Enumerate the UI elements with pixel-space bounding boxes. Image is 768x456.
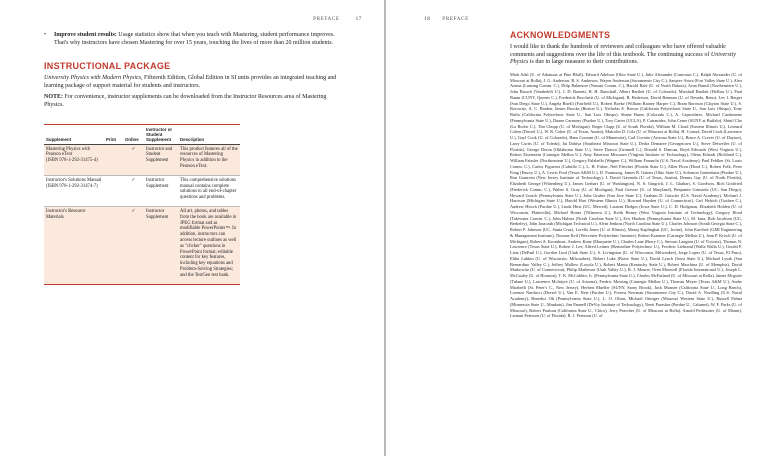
- lead-text-end: is due in large measure to their contributions.: [528, 59, 639, 66]
- left-page-content: [44, 32, 344, 285]
- supplement-cell: [44, 175, 104, 206]
- supplement-type: Instructor Supplement: [144, 206, 178, 284]
- supplement-description: This product features all of the resources of Mastering Physics in addition to the Pearson eText.: [178, 144, 240, 175]
- right-page-content: [510, 30, 742, 323]
- table-header-row: [44, 124, 240, 144]
- online-check-icon: ✓: [123, 144, 144, 175]
- col-header-print: Print: [106, 136, 117, 142]
- print-cell: [104, 175, 123, 206]
- note-label: NOTE:: [44, 94, 64, 101]
- bullet-text: Usage statistics show that when you teach with Mastering, student performance improves. That's why instructors have chosen Mastering for over 15 years, touching the lives of more than 20 million students.: [54, 32, 335, 46]
- bullet-heading: Improve student results:: [54, 32, 117, 38]
- bullet-item: [44, 32, 344, 47]
- section-heading: INSTRUCTIONAL PACKAGE: [44, 61, 171, 72]
- book-title: University Physics with Modern Physics: [44, 75, 141, 82]
- col-header-description: Description: [180, 136, 205, 142]
- supplement-description: This comprehensive solutions manual contains complete solutions to all end-of-chapter questions and problems.: [180, 177, 237, 201]
- online-check-icon: ✓: [123, 206, 144, 284]
- bullet-icon: •: [44, 32, 47, 38]
- supplements-table: [44, 124, 240, 285]
- supplement-description: All art, photos, and tables from the book are available in JPEG format and as modifiable PowerPoints™. In addition, instructors can access lecture outlines as well as "clicker" questions in PowerPoint format; editable content for key features, including key equations and Problem-Solving Strategies; and the TestGen test bank.: [178, 206, 240, 284]
- running-head-left: [313, 16, 362, 22]
- supplement-cell: [44, 144, 104, 175]
- bullet-text-wrap: [54, 32, 344, 47]
- supplement-name: Instructor's Resource Materials: [46, 208, 86, 220]
- col-header-instructor-or-student: Instructor or Student Supplement: [146, 126, 173, 142]
- print-cell: [104, 206, 123, 284]
- supplement-name: Mastering Physics with Pearson eText: [46, 146, 91, 158]
- running-head-right: [424, 16, 469, 22]
- online-check-icon: ✓: [131, 177, 136, 183]
- table-row: [44, 206, 240, 284]
- supplement-isbn: (ISBN 978-1-292-31474-7): [46, 183, 98, 189]
- running-head-label: PREFACE: [313, 16, 340, 22]
- running-head-label: PREFACE: [442, 16, 469, 22]
- page-number: 17: [355, 16, 362, 22]
- col-header-supplement: Supplement: [46, 136, 72, 142]
- lead-book-title: University Physics: [510, 51, 736, 66]
- supplement-name: Instructor's Solutions Manual: [46, 177, 102, 183]
- acknowledgments-lead: [510, 44, 742, 67]
- note-paragraph: [44, 94, 344, 109]
- table-row: [44, 175, 240, 206]
- acknowledgments-list: Miah Adel (U. of Arkansas at Pine Bluff), Edward Adelson (Ohio State U.), Julie Alexander (Camosun C.), Ralph Alexander (U. of Missouri at Rolla), J. G. Anderson, R. S. Anderson, Wayne Anderson (Sacramento City C.), Sanjeev Arora (Fort Valley State U.), Alex Azima (Lansing Comm. C.), Dilip Balamore (Nassau Comm. C.), Harold Bale (U. of North Dakota), Arun Bansil (Northeastern U.), John Barach (Vanderbilt U.), J. D. Barnett, H. H. Barschall, Albert Bartlett (U. of Colorado), Marshall Bartlett (Hollins U.), Paul Baum (CUNY, Queens C.), Frederick Becchetti (U. of Michigan), B. Bederson, David Bennum (U. of Nevada, Reno), Lev I. Berger (San Diego State U.), Angela Biselli (Fairfield U.), Robert Boeke (William Rainey Harper C.), Bram Boroson (Clayton State U.), S. Borowitz, A. C. Braden, James Brooks (Boston U.), Nicholas E. Brown (California Polytechnic State U., San Luis Obispo), Tony Buffa (California Polytechnic State U., San Luis Obispo), Shane Burns (Colorado C.), A. Capecelatro, Michael Cardamone (Pennsylvania State U.), Duane Carmony (Purdue U.), Troy Carter (UCLA), P. Catranides, John Cerne (SUNY at Buffalo), Shinil Cho (La Roche C.), Tim Chupp (U. of Michigan), Roger Clapp (U. of South Florida), William M. Cloud (Eastern Illinois U.), Leonard Cohen (Drexel U.), W. R. Coker (U. of Texas, Austin), Malcolm D. Cole (U. of Missouri at Rolla), H. Conrad, David Cook (Lawrence U.), Gayl Cook (U. of Colorado), Hans Courant (U. of Minnesota), Carl Covatto (Arizona State U.), Bruce A. Craver (U. of Dayton), Larry Curtis (U. of Toledo), Jai Dahiya (Southeast Missouri State U.), Dedra Demaree (Georgetown U.), Steve Detweiler (U. of Florida), George Dixon (Oklahoma State U.), Steve Drasco (Grinnell C.), Donald S. Duncan, Boyd Edwards (West Virginia U.), Robert Eisenstein (Carnegie Mellon U.), Amy Emerson Missourn (Virginia Institute of Technology), Olena Erhardt (Richland C.), William Faissler (Northeastern U.), Gregory Falabella (Wagner C.), William Fasnacht (U.S. Naval Academy), Paul Feldker (St. Louis Comm. C.), Carlos Figueroa (Cabrillo C.), L. H. Fisher, Neil Fletcher (Florida State U.), Allen Flora (Hood C.), Robert Folk, Peter Fong (Emory U.), A. Lewis Ford (Texas A&M U.), D. Frantszog, James R. Gaines (Ohio State U.), Solomon Gartenhaus (Purdue U.), Ron Gautreau (New Jersey Institute of Technology), J. David Gavenda (U. of Texas, Austin), Dennis Gay (U. of North Florida), Elizabeth George (Wittenberg U.), James Gerhart (U. of Washington), N. S. Gingrich, J. L. Glathart, S. Goodwin, Rich Gottfried (Frederick Comm. C.), Walter S. Gray (U. of Michigan), Paul Gresser (U. of Maryland), Benjamin Grinstein (UC, San Diego), Howard Grotch (Pennsylvania State U.), John Gruber (San Jose State U.), Graham D. Gutsche (U.S. Naval Academy), Michael J. Harrison (Michigan State U.), Harold Hart (Western Illinois U.), Howard Hayden (U. of Connecticut), Carl Helrich (Goshen C.), Andrew Hirsch (Purdue U.), Linda Hirst (UC, Merced), Laurent Hodges (Iowa State U.), C. D. Hodgman, Elizabeth Holden (U. of Wisconsin, Platteville), Michael Hones (Villanova U.), Keith Honey (West Virginia Institute of Technology), Gregory Hood (Tidewater Comm. C.), John Hubisz (North Carolina State U.), Eric Hudson (Pennsylvania State U.), M. Iona, Bob Jacobsen (UC, Berkeley), John Jaszczak (Michigan Technical U.), Alvin Jenkins (North Carolina State U.), Charles Johnson (South Georgia State C.), Robert P. Johnson (UC, Santa Cruz), Lorella Jones (U. of Illinois), Manoj Kaplinghat (UC, Irvine), John Karchek (GMI Engineering & Management Institute), Thomas Keil (Worcester Polytechnic Institute), Robert Kraemer (Carnegie Mellon U.), Jean P. Krisch (U. of Michigan), Robert A. Kromhout, Andrew Kunz (Marquette U.), Charles Lane (Berry C.), Stewart Langton (U. of Victoria), Thomas N. Lawrence (Texas State U.), Robert J. Lee, Alfred Leitner (Rensselaer Polytechnic U.), Frederic Liebrand (Walla Walla U.), Gerald P. Lietz (DePaul U.), Gordon Lind (Utah State U.), S. Livingston (U. of Wisconsin, Milwaukee), Jorge Lopez (U. of Texas, El Paso), Elihu Lubkin (U. of Wisconsin, Milwaukee), Robert Luke (Boise State U.), David Lynch (Iowa State U.), Michael Lysak (San Bernardino Valley C.), Jeffrey Mallow (Loyola U.), Robert Mania (Kentucky State U.), Robert Marchina (U. of Memphis), David Markowitz (U. of Connecticut), Philip Matheson (Utah Valley U.), R. J. Maurer, Oren Maxwell (Florida International U.), Joseph L. McCauley (U. of Houston), T. K. McCubbin, Jr. (Pennsylvania State U.), Charles McFarland (U. of Missouri at Rolla), James Mcguire (Tulane U.), Lawrence McIntyre (U. of Arizona), Fredric Messing (Carnegie Mellon U.), Thomas Meyer (Texas A&M U.), Andre Mirabelli (St. Peter's C., New Jersey), Herbert Mueller (SUNY, Stony Brook), Jack Munsee (California State U., Long Beach), Lorenzo Narducci (Drexel U.), Van E. Neie (Purdue U.), Forrest Newman (Sacramento City C.), David A. Nordling (U.S. Naval Academy), Benedict Oh (Pennsylvania State U.), L. O. Olsen, Michael Ottinger (Missouri Western State U.), Russell Palma (Minnesota State U., Mankato), Jim Pannell (DeVry Institute of Technology), Neeti Parashar (Purdue U., Calumet), W. F. Parks (U. of Missouri), Robert Paulson (California State U., Chico), Jerry Pearcher (U. of Missouri at Rolla), Arnold Perlmutter (U. of Miami), Lennart Peterson (U. of Florida), R. J. Peterson (U. of: [510, 71, 742, 319]
- col-header-online: Online: [125, 136, 139, 142]
- acknowledgments-heading: ACKNOWLEDGMENTS: [510, 30, 611, 40]
- supplement-type: Instructor Supplement: [146, 177, 169, 189]
- supplement-isbn: (ISBN 978-1-292-31475-4): [46, 158, 98, 164]
- intro-text: , Fifteenth Edition, Global Edition in SI units provides an integrated teaching and learning package of support material for students and instructors.: [44, 75, 337, 89]
- print-cell: [104, 144, 123, 175]
- intro-paragraph: [44, 75, 344, 90]
- note-text: For convenience, instructor supplements can be downloaded from the Instructor Resources area of Mastering Physics.: [44, 94, 327, 108]
- supplement-cell: [44, 206, 104, 284]
- page-number: 18: [424, 16, 431, 22]
- lead-text-start: I would like to thank the hundreds of reviewers and colleagues who have offered valuable comments and suggestions over the life of this textbook. The continuing success of: [510, 44, 726, 58]
- table-row: [44, 144, 240, 175]
- supplement-type: Instructor and Student Supplement: [144, 144, 178, 175]
- right-page: [386, 0, 768, 456]
